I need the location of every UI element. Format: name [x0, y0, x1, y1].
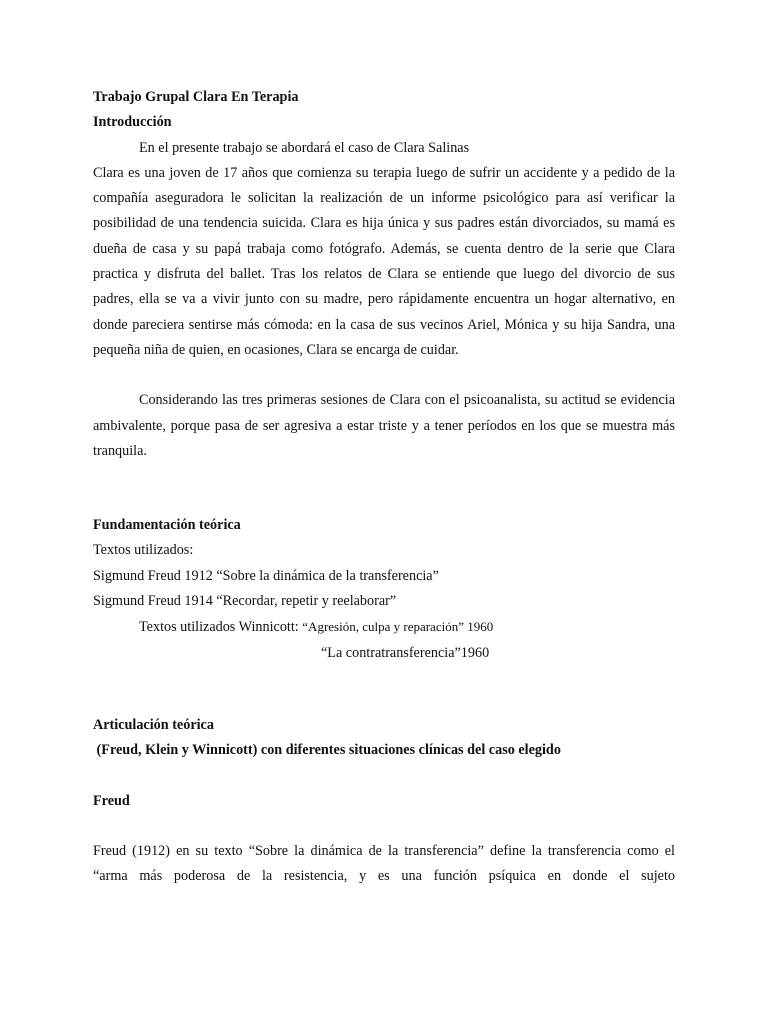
freud-paragraph: Freud (1912) en su texto “Sobre la dinámica de la transferencia” define la transferencia como el “arma más poderosa de la resistencia, y es una función psíquica en donde el sujeto: [93, 842, 675, 885]
intro-first-line: En el presente trabajo se abordará el caso de Clara Salinas: [139, 139, 470, 156]
winnicott-text-1: “Agresión, culpa y reparación” 1960: [302, 619, 494, 635]
winnicott-text-2: “La contratransferencia”1960: [321, 644, 490, 661]
freud-1914-reference: Sigmund Freud 1914 “Recordar, repetir y reelaborar”: [93, 593, 397, 610]
fundamentacion-heading: Fundamentación teórica: [93, 517, 241, 534]
spacer: [93, 764, 675, 789]
spacer: [93, 363, 675, 388]
articulacion-heading: Articulación teórica: [93, 716, 214, 733]
freud-1912-reference: Sigmund Freud 1912 “Sobre la dinámica de la transferencia”: [93, 567, 439, 584]
intro-paragraph: Clara es una joven de 17 años que comienza su terapia luego de sufrir un accidente y a pedido de la compañía aseguradora le solicitan la realización de un informe psicológico para así verificar la posibilidad de una tendencia suicida. Clara es hija única y sus padres están divorciados, su mamá es dueña de casa y su papá trabaja como fotógrafo. Además, se cuenta dentro de la serie que Clara practica y disfruta del ballet. Tras los relatos de Clara se entiende que luego del divorcio de sus padres, ella se va a vivir junto con su madre, pero rápidamente encuentra un hogar alternativo, en donde pareciera sentirse más cómoda: en la casa de sus vecinos Ariel, Mónica y su hija Sandra, una pequeña niña de quien, en ocasiones, Clara se encarga de cuidar.: [93, 164, 675, 358]
textos-label: Textos utilizados:: [93, 542, 194, 559]
spacer: [93, 666, 675, 713]
winnicott-references: [93, 614, 675, 640]
spacer: [93, 464, 675, 513]
document-title: Trabajo Grupal Clara En Terapia: [93, 89, 299, 105]
second-paragraph: Considerando las tres primeras sesiones de Clara con el psicoanalista, su actitud se evidencia ambivalente, porque pasa de ser agresiva a estar triste y a tener períodos en los que se muestra más tranquila.: [93, 392, 675, 459]
freud-heading: Freud: [93, 792, 130, 809]
articulacion-subheading: (Freud, Klein y Winnicott) con diferentes situaciones clínicas del caso elegido: [93, 742, 561, 759]
document-body: [93, 85, 675, 889]
spacer: [93, 814, 675, 839]
winnicott-label: Textos utilizados Winnicott:: [139, 619, 303, 636]
intro-heading: Introducción: [93, 114, 172, 131]
